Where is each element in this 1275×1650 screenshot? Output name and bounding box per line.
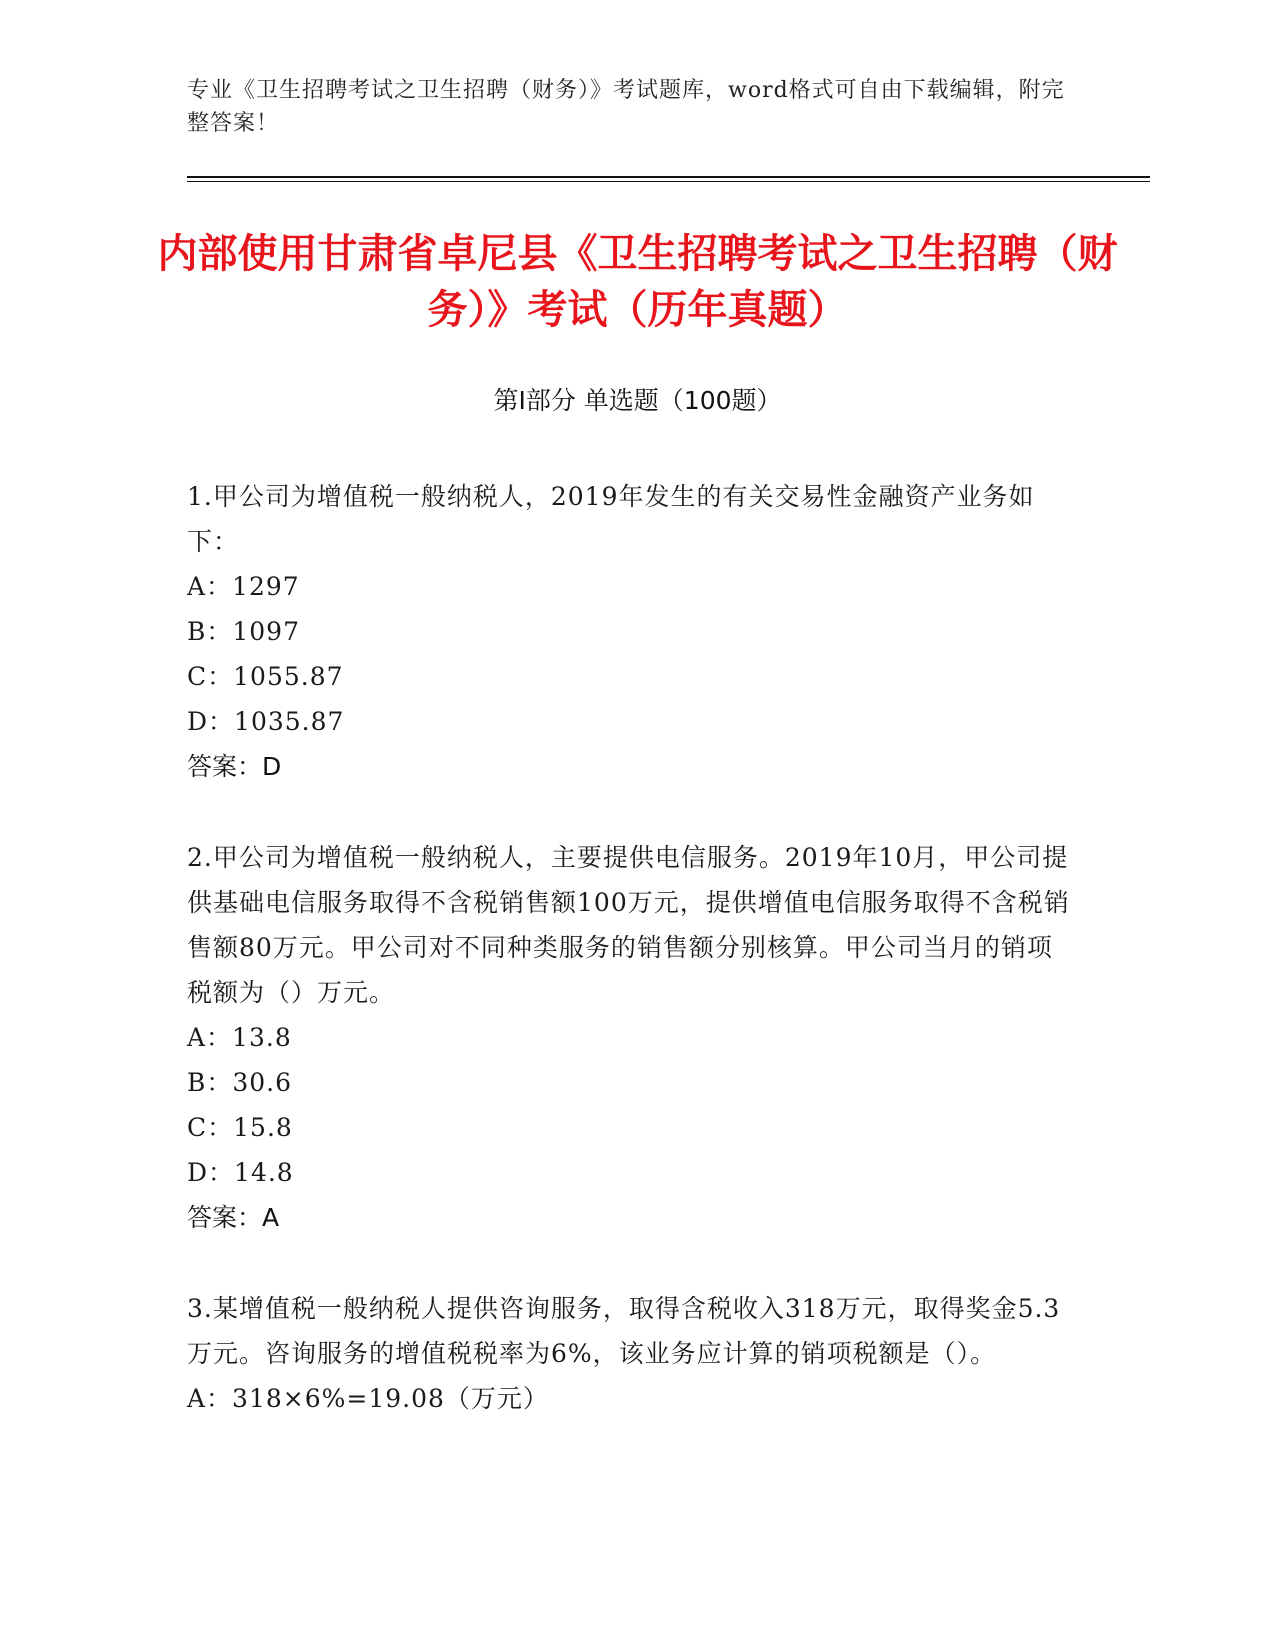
header-divider-thick xyxy=(187,176,1150,178)
page-title: 内部使用甘肃省卓尼县《卫生招聘考试之卫生招聘（财务）》考试（历年真题） xyxy=(157,231,1118,333)
question-1 xyxy=(187,474,1077,789)
option-a: A：318×6%=19.08（万元） xyxy=(187,1384,549,1413)
question-text: 2.甲公司为增值税一般纳税人，主要提供电信服务。2019年10月，甲公司提供基础电信服务取得不含税销售额100万元，提供增值电信服务取得不含税销售额80万元。甲公司对不同种类服务的销售额分别核算。甲公司当月的销项税额为（）万元。 xyxy=(187,843,1070,1007)
question-2 xyxy=(187,835,1077,1240)
answer: 答案：A xyxy=(187,1203,280,1232)
option-d: D：1035.87 xyxy=(187,707,345,736)
header-divider-thin xyxy=(187,181,1150,182)
question-text: 3.某增值税一般纳税人提供咨询服务，取得含税收入318万元，取得奖金5.3万元。咨询服务的增值税税率为6%，该业务应计算的销项税额是（）。 xyxy=(187,1294,1061,1368)
option-d: D：14.8 xyxy=(187,1158,294,1187)
option-b: B：30.6 xyxy=(187,1068,293,1097)
header-note: 专业《卫生招聘考试之卫生招聘（财务）》考试题库，word格式可自由下载编辑，附完整答案！ xyxy=(187,78,1065,136)
section-title: 第Ⅰ部分 单选题（100题） xyxy=(493,386,782,415)
option-c: C：15.8 xyxy=(187,1113,293,1142)
option-b: B：1097 xyxy=(187,617,300,646)
question-text: 1.甲公司为增值税一般纳税人，2019年发生的有关交易性金融资产业务如下： xyxy=(187,482,1035,556)
option-a: A：1297 xyxy=(187,572,300,601)
question-3 xyxy=(187,1286,1077,1421)
question-list xyxy=(187,474,1077,1467)
option-a: A：13.8 xyxy=(187,1023,292,1052)
answer: 答案：D xyxy=(187,752,282,781)
option-c: C：1055.87 xyxy=(187,662,344,691)
